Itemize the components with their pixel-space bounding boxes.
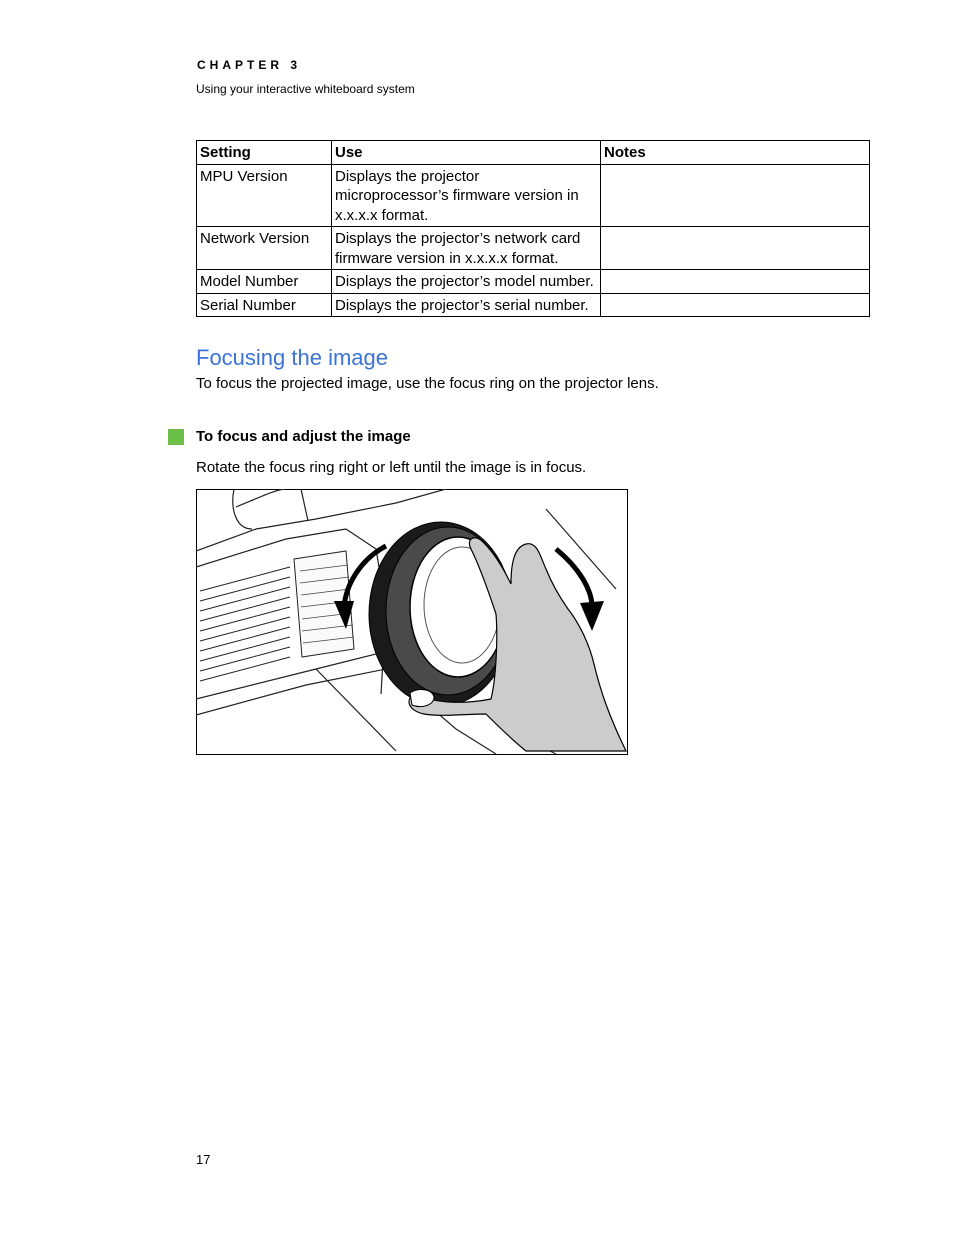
table-cell-use: Displays the projector’s serial number. [332,293,601,317]
table-cell-use: Displays the projector microprocessor’s firmware version in x.x.x.x format. [332,164,601,227]
table-header-row [197,141,870,165]
procedure-title: To focus and adjust the image [196,428,411,445]
table-cell-use: Displays the projector’s network card firmware version in x.x.x.x format. [332,227,601,270]
settings-table [196,140,870,317]
procedure-step: Rotate the focus ring right or left until the image is in focus. [196,459,587,476]
chapter-title: Using your interactive whiteboard system [196,82,415,96]
table-row [197,270,870,294]
table-cell-setting: Model Number [197,270,332,294]
chapter-label: CHAPTER 3 [197,58,302,72]
focus-ring-illustration [196,489,628,755]
table-cell-notes [601,293,870,317]
section-intro: To focus the projected image, use the focus ring on the projector lens. [196,375,659,392]
table-header-setting: Setting [197,141,332,165]
table-header-use: Use [332,141,601,165]
procedure-marker-icon [168,429,184,445]
section-heading: Focusing the image [196,345,388,370]
table-cell-notes [601,270,870,294]
table-cell-notes [601,164,870,227]
table-cell-setting: Network Version [197,227,332,270]
table-cell-notes [601,227,870,270]
table-row [197,227,870,270]
table-header-notes: Notes [601,141,870,165]
table-cell-setting: MPU Version [197,164,332,227]
table-cell-setting: Serial Number [197,293,332,317]
page-number: 17 [196,1152,211,1167]
table-row [197,293,870,317]
table-row [197,164,870,227]
table-cell-use: Displays the projector’s model number. [332,270,601,294]
